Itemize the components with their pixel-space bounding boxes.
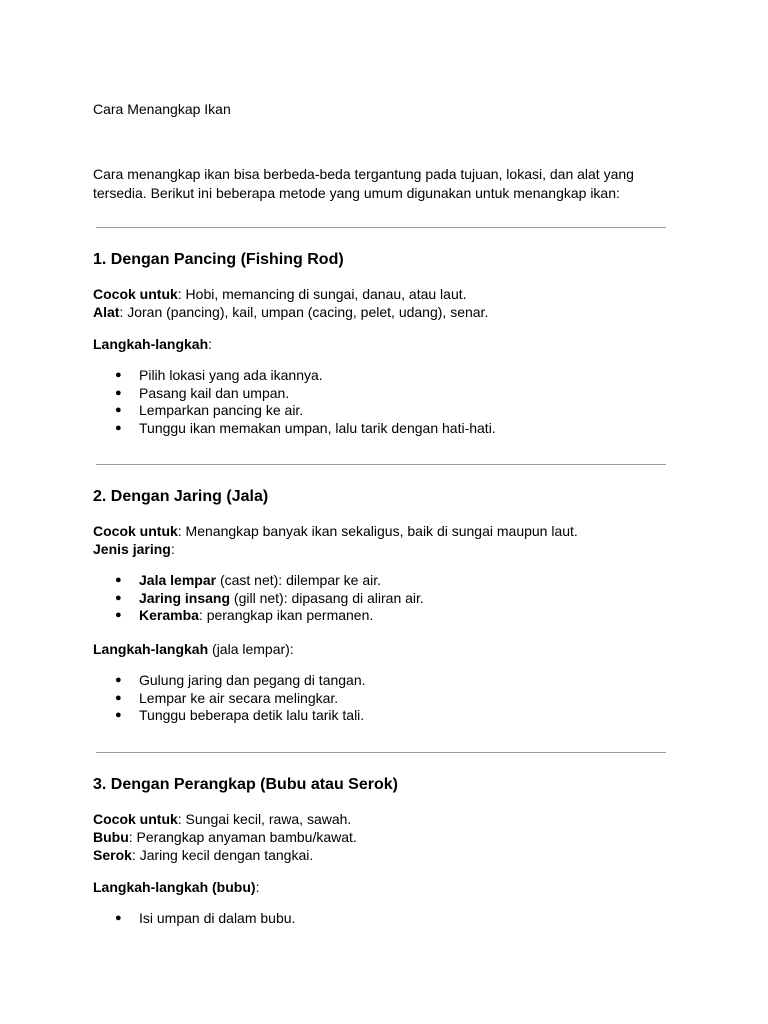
- list-item: ● Jala lempar (cast net): dilempar ke air.: [115, 572, 382, 588]
- bullet-icon: ●: [115, 421, 122, 434]
- section-3-heading: 3. Dengan Perangkap (Bubu atau Serok): [93, 776, 398, 793]
- jenis-jaring-label: Jenis jaring: [93, 541, 171, 557]
- cocok-untuk-text: : Sungai kecil, rawa, sawah.: [177, 811, 352, 827]
- jenis-jaring-line: Jenis jaring:: [93, 541, 175, 557]
- list-item: ● Tunggu beberapa detik lalu tarik tali.: [115, 707, 365, 724]
- bullet-icon: ●: [115, 369, 122, 381]
- bullet-icon: ●: [115, 609, 122, 622]
- serok-line: [93, 846, 693, 864]
- section-2-heading: 2. Dengan Jaring (Jala): [93, 488, 269, 505]
- cocok-untuk-line: [93, 522, 693, 540]
- serok-text: : Jaring kecil dengan tangkai.: [131, 847, 314, 863]
- list-item: ● Tunggu ikan memakan umpan, lalu tarik dengan hati-hati.: [115, 419, 496, 436]
- section-1-steps-list: [115, 367, 675, 437]
- section-3-steps-label: Langkah-langkah (bubu):: [93, 879, 260, 895]
- section-2-types-list: [115, 572, 675, 625]
- bubu-label: Bubu: [93, 829, 129, 845]
- bubu-line: [93, 828, 693, 846]
- horizontal-rule: [96, 464, 666, 465]
- list-item: ● Lempar ke air secara melingkar.: [115, 689, 339, 706]
- bullet-icon: ●: [115, 591, 122, 604]
- cocok-untuk-label: Cocok untuk: [93, 286, 178, 302]
- horizontal-rule: [96, 227, 666, 228]
- document-title: Cara Menangkap Ikan: [93, 101, 231, 117]
- section-3-steps-list: [115, 910, 675, 928]
- langkah-label: Langkah-langkah: [93, 641, 209, 657]
- alat-label: Alat: [93, 304, 120, 320]
- bullet-icon: ●: [115, 574, 122, 586]
- cocok-untuk-text: : Menangkap banyak ikan sekaligus, baik di sungai maupun laut.: [177, 523, 578, 539]
- cocok-untuk-line: [93, 285, 693, 303]
- cocok-untuk-text: : Hobi, memancing di sungai, danau, atau laut.: [177, 286, 467, 302]
- bullet-icon: ●: [115, 709, 122, 722]
- cocok-untuk-label: Cocok untuk: [93, 523, 178, 539]
- list-item: ● Pasang kail dan umpan.: [115, 384, 290, 401]
- alat-text: : Joran (pancing), kail, umpan (cacing, pelet, udang), senar.: [119, 304, 489, 320]
- cocok-untuk-line: [93, 810, 693, 828]
- bullet-icon: ●: [115, 404, 122, 417]
- section-1-heading: 1. Dengan Pancing (Fishing Rod): [93, 251, 344, 268]
- langkah-label: Langkah-langkah (bubu): [93, 879, 256, 895]
- langkah-label: Langkah-langkah: [93, 336, 209, 352]
- list-item: ● Isi umpan di dalam bubu.: [115, 910, 296, 926]
- alat-line: [93, 303, 693, 321]
- bullet-icon: ●: [115, 912, 122, 924]
- bullet-icon: ●: [115, 386, 122, 399]
- horizontal-rule: [96, 752, 666, 753]
- bullet-icon: ●: [115, 691, 122, 704]
- bubu-text: : Perangkap anyaman bambu/kawat.: [128, 829, 357, 845]
- section-1-info: [93, 285, 693, 321]
- list-item: ● Keramba: perangkap ikan permanen.: [115, 607, 374, 624]
- list-item: ● Gulung jaring dan pegang di tangan.: [115, 672, 366, 688]
- section-2-info: [93, 522, 693, 558]
- intro-line-1: Cara menangkap ikan bisa berbeda-beda tergantung pada tujuan, lokasi, dan alat yang: [93, 166, 634, 182]
- serok-label: Serok: [93, 847, 132, 863]
- list-item: ● Jaring insang (gill net): dipasang di aliran air.: [115, 589, 424, 606]
- list-item: ● Lemparkan pancing ke air.: [115, 402, 304, 419]
- cocok-untuk-label: Cocok untuk: [93, 811, 178, 827]
- section-2-steps-label: Langkah-langkah (jala lempar):: [93, 641, 294, 657]
- list-item: ● Pilih lokasi yang ada ikannya.: [115, 367, 323, 383]
- bullet-icon: ●: [115, 674, 122, 686]
- section-3-info: [93, 810, 693, 864]
- intro-line-2: tersedia. Berikut ini beberapa metode yang umum digunakan untuk menangkap ikan:: [93, 185, 620, 201]
- intro-paragraph: [93, 165, 673, 203]
- section-1-steps-label: Langkah-langkah:: [93, 336, 213, 352]
- section-2-steps-list: [115, 672, 675, 725]
